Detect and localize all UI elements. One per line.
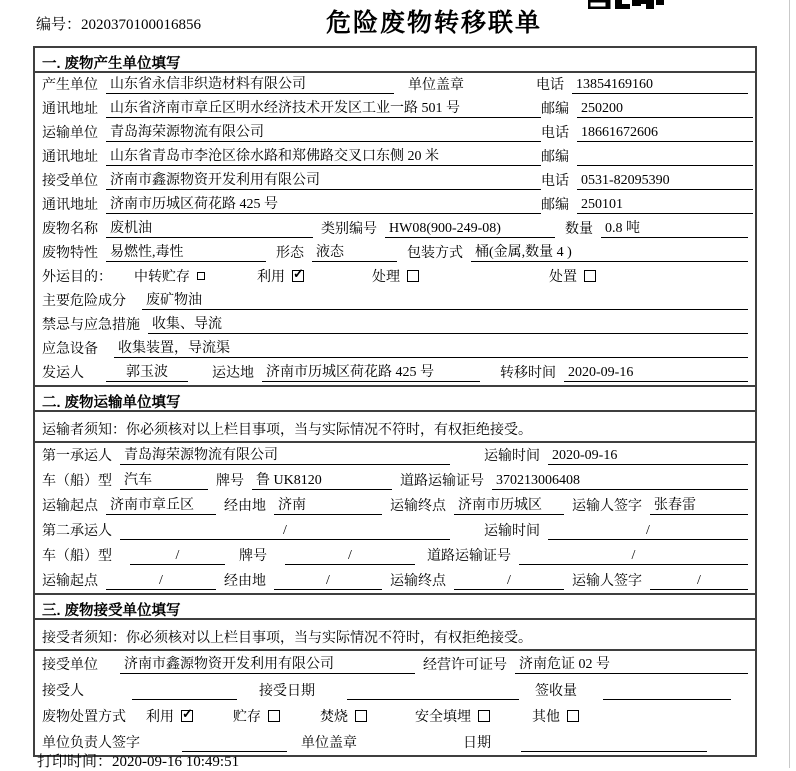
- purpose-treat-checkbox-box: [407, 270, 419, 282]
- date-label: 日期: [463, 736, 491, 751]
- section-transporter: [35, 387, 755, 595]
- disposal-storage-checkbox: [233, 706, 280, 726]
- transport-time-label: 运输时间: [484, 449, 540, 464]
- receiver-unit-value: 济南市鑫源物资开发利用有限公司: [106, 169, 541, 190]
- waste-name-label: 废物名称: [42, 222, 98, 237]
- purpose-dispose-checkbox-label: 处置: [549, 270, 577, 285]
- disposal-other-checkbox: [532, 706, 579, 726]
- via-2-value: /: [274, 573, 382, 590]
- receiver-unit-label: 接受单位: [42, 174, 98, 189]
- consignor-label: 发运人: [42, 366, 84, 381]
- disposal-incinerate-checkbox: [320, 706, 367, 726]
- disposal-utilize-checkbox: [146, 706, 193, 726]
- first-carrier-label: 第一承运人: [42, 449, 112, 464]
- road-permit-label: 道路运输证号: [400, 474, 484, 489]
- section-generator-header: 一. 废物产生单位填写: [35, 48, 755, 73]
- print-time-value: 2020-09-16 10:49:51: [112, 754, 240, 770]
- waste-property-value: 易燃性,毒性: [106, 241, 266, 262]
- form-state-label: 形态: [276, 246, 304, 261]
- transfer-manifest-table: [33, 46, 757, 757]
- accept-date-value: [347, 683, 519, 700]
- contraindication-label: 禁忌与应急措施: [42, 318, 140, 333]
- producer-unit-value: 山东省永信非织造材料有限公司: [106, 73, 394, 94]
- packing-value: 桶(金属,数量 4 ): [471, 241, 748, 262]
- postcode-label: 邮编: [541, 102, 569, 117]
- road-permit-2-value: /: [519, 548, 748, 565]
- disposal-incinerate-checkbox-label: 焚烧: [320, 710, 348, 725]
- disposal-method-label: 废物处置方式: [42, 710, 126, 725]
- plate-label: 牌号: [216, 474, 244, 489]
- purpose-treat-checkbox: [372, 266, 419, 286]
- address-label: 通讯地址: [42, 102, 98, 117]
- form-row: [35, 518, 755, 543]
- transport-time-label: 运输时间: [484, 524, 540, 539]
- purpose-utilize-checkbox-box: [292, 270, 304, 282]
- transporter-unit-label: 运输单位: [42, 126, 98, 141]
- signed-quantity-label: 签收量: [535, 684, 577, 699]
- endpoint-label: 运输终点: [390, 499, 446, 514]
- transfer-time-value: 2020-09-16: [564, 365, 748, 382]
- packing-label: 包装方式: [407, 246, 463, 261]
- endpoint-1-value: 济南市历城区: [454, 494, 564, 515]
- form-row: [35, 651, 755, 677]
- form-row: [35, 468, 755, 493]
- disposal-landfill-checkbox: [415, 706, 490, 726]
- destination-value: 济南市历城区荷花路 425 号: [262, 361, 480, 382]
- receiver-unit-label: 接受单位: [42, 658, 98, 673]
- vehicle-type-2-value: /: [130, 548, 225, 565]
- disposal-utilize-checkbox-label: 利用: [146, 710, 174, 725]
- purpose-utilize-checkbox: [257, 266, 304, 286]
- waste-name-value: 废机油: [106, 217, 313, 238]
- address-label: 通讯地址: [42, 198, 98, 213]
- quantity-label: 数量: [565, 222, 593, 237]
- via-label: 经由地: [224, 574, 266, 589]
- form-state-value: 液态: [312, 241, 397, 262]
- second-carrier-value: /: [120, 523, 450, 540]
- page-title: 危险废物转移联单: [326, 9, 543, 37]
- plate-1-value: 鲁 UK8120: [252, 469, 392, 490]
- origin-1-value: 济南市章丘区: [106, 494, 216, 515]
- disposal-utilize-checkbox-box: [181, 710, 193, 722]
- acceptor-label: 接受人: [42, 684, 84, 699]
- plate-2-value: /: [285, 548, 415, 565]
- disposal-storage-checkbox-box: [268, 710, 280, 722]
- second-transport-time-value: /: [548, 523, 748, 540]
- producer-address-value: 山东省济南市章丘区明水经济技术开发区工业一路 501 号: [106, 97, 541, 118]
- accept-date-label: 接受日期: [259, 684, 315, 699]
- address-label: 通讯地址: [42, 150, 98, 165]
- disposal-other-checkbox-label: 其他: [532, 710, 560, 725]
- form-row: [35, 313, 755, 337]
- receiver-postcode-value: 250101: [577, 197, 753, 214]
- vehicle-type-1-value: 汽车: [120, 469, 208, 490]
- consignor-value: 郭玉波: [106, 361, 188, 382]
- serial-number: [36, 13, 201, 34]
- qr-code-fragment-icon: [588, 0, 664, 9]
- form-row: [35, 493, 755, 518]
- carrier-sign-label: 运输人签字: [572, 499, 642, 514]
- form-row: [35, 121, 755, 145]
- purpose-transit-storage-checkbox-label: 中转贮存: [134, 270, 190, 285]
- transporter-address-value: 山东省青岛市李沧区徐水路和郑佛路交叉口东侧 20 米: [106, 145, 541, 166]
- form-row: [35, 443, 755, 468]
- origin-label: 运输起点: [42, 574, 98, 589]
- postcode-label: 邮编: [541, 150, 569, 165]
- disposal-landfill-checkbox-label: 安全填埋: [415, 710, 471, 725]
- endpoint-2-value: /: [454, 573, 564, 590]
- via-1-value: 济南: [274, 494, 382, 515]
- form-row: [35, 145, 755, 169]
- form-row: [35, 193, 755, 217]
- contraindication-value: 收集、导流: [148, 313, 748, 334]
- emergency-equipment-label: 应急设备: [42, 342, 98, 357]
- form-row: [35, 265, 755, 289]
- producer-phone-value: 13854169160: [572, 77, 748, 94]
- unit-seal-label: 单位盖章: [408, 78, 464, 93]
- phone-label: 电话: [541, 126, 569, 141]
- form-row: [35, 677, 755, 703]
- endpoint-label: 运输终点: [390, 574, 446, 589]
- via-label: 经由地: [224, 499, 266, 514]
- purpose-treat-checkbox-label: 处理: [372, 270, 400, 285]
- category-code-value: HW08(900-249-08): [385, 221, 555, 238]
- carrier-sign-1-value: 张春雷: [650, 494, 748, 515]
- purpose-transit-storage-checkbox: [134, 266, 205, 286]
- disposal-landfill-checkbox-box: [478, 710, 490, 722]
- transporter-postcode-value: [577, 149, 753, 166]
- section-transporter-header: 二. 废物运输单位填写: [35, 387, 755, 412]
- transporter-unit-value: 青岛海荣源物流有限公司: [106, 121, 541, 142]
- form-row: [35, 543, 755, 568]
- signed-quantity-value: [603, 683, 731, 700]
- quantity-value: 0.8 吨: [601, 217, 748, 238]
- origin-2-value: /: [106, 573, 216, 590]
- section-receiver-notice: 接受者须知：你必须核对以上栏目事项，当与实际情况不符时，有权拒绝接受。: [35, 620, 755, 651]
- category-code-label: 类别编号: [321, 222, 377, 237]
- purpose-dispose-checkbox-box: [584, 270, 596, 282]
- postcode-label: 邮编: [541, 198, 569, 213]
- unit-seal-label: 单位盖章: [301, 736, 357, 751]
- print-time-label: 打印时间：: [37, 754, 113, 770]
- vehicle-type-label: 车（船）型: [42, 474, 112, 489]
- form-row: [35, 241, 755, 265]
- disposal-incinerate-checkbox-box: [355, 710, 367, 722]
- hazard-component-value: 废矿物油: [142, 289, 748, 310]
- form-row: [35, 73, 755, 97]
- serial-label: 编号：: [36, 17, 82, 33]
- form-row: [35, 97, 755, 121]
- road-permit-label: 道路运输证号: [427, 549, 511, 564]
- road-permit-1-value: 370213006408: [492, 473, 748, 490]
- license-label: 经营许可证号: [423, 658, 507, 673]
- vehicle-type-label: 车（船）型: [42, 549, 112, 564]
- disposal-other-checkbox-box: [567, 710, 579, 722]
- second-carrier-label: 第二承运人: [42, 524, 112, 539]
- form-row: [35, 337, 755, 361]
- waste-property-label: 废物特性: [42, 246, 98, 261]
- plate-label: 牌号: [239, 549, 267, 564]
- section-receiver: [35, 595, 755, 755]
- purpose-transit-storage-checkbox-box: [197, 272, 205, 280]
- acceptor-value: [132, 683, 237, 700]
- accepting-unit-value: 济南市鑫源物资开发利用有限公司: [120, 653, 415, 674]
- license-number-value: 济南危证 02 号: [515, 653, 748, 674]
- phone-label: 电话: [536, 78, 564, 93]
- receiver-phone-value: 0531-82095390: [577, 173, 753, 190]
- form-row: [35, 289, 755, 313]
- carrier-sign-label: 运输人签字: [572, 574, 642, 589]
- producer-postcode-value: 250200: [577, 101, 753, 118]
- page-edge-divider: [789, 0, 790, 768]
- section-generator: [35, 48, 755, 387]
- section-receiver-header: 三. 废物接受单位填写: [35, 595, 755, 620]
- destination-label: 运达地: [212, 366, 254, 381]
- form-row: [35, 703, 755, 729]
- hazard-component-label: 主要危险成分: [42, 294, 126, 309]
- form-row: [35, 217, 755, 241]
- form-row: [35, 568, 755, 593]
- disposal-storage-checkbox-label: 贮存: [233, 710, 261, 725]
- emergency-equipment-value: 收集装置，导流渠: [114, 337, 748, 358]
- section-transporter-notice: 运输者须知：你必须核对以上栏目事项，当与实际情况不符时，有权拒绝接受。: [35, 412, 755, 443]
- transfer-purpose-label: 外运目的：: [42, 270, 112, 285]
- purpose-utilize-checkbox-label: 利用: [257, 270, 285, 285]
- responsible-sign-label: 单位负责人签字: [42, 736, 140, 751]
- carrier-sign-2-value: /: [650, 573, 748, 590]
- form-row: [35, 361, 755, 385]
- first-transport-time-value: 2020-09-16: [548, 448, 748, 465]
- transfer-time-label: 转移时间: [500, 366, 556, 381]
- producer-unit-label: 产生单位: [42, 78, 98, 93]
- origin-label: 运输起点: [42, 499, 98, 514]
- receiver-address-value: 济南市历城区荷花路 425 号: [106, 193, 541, 214]
- phone-label: 电话: [541, 174, 569, 189]
- transporter-phone-value: 18661672606: [577, 125, 753, 142]
- purpose-dispose-checkbox: [549, 266, 596, 286]
- first-carrier-value: 青岛海荣源物流有限公司: [120, 444, 450, 465]
- seal-date-value: [521, 735, 707, 752]
- form-row: [35, 169, 755, 193]
- serial-value: 2020370100016856: [81, 17, 202, 33]
